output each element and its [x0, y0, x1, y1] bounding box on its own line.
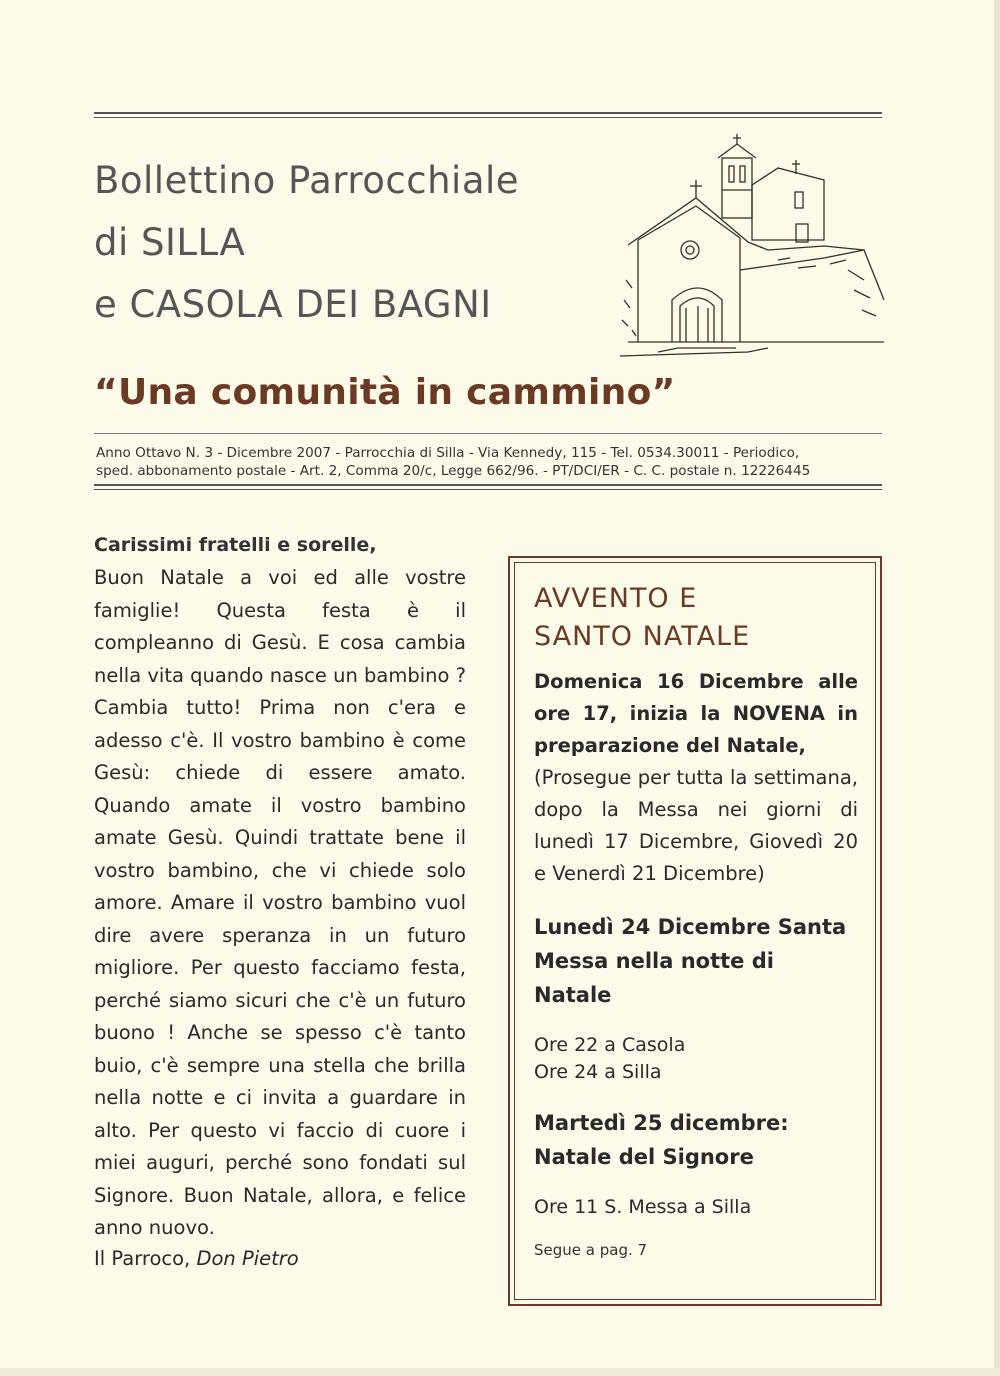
vigil-time: Ore 24 a Silla [534, 1061, 662, 1083]
masthead-line: Bollettino Parrocchiale [94, 159, 520, 202]
letter-signature [94, 1247, 466, 1270]
letter-body: Buon Natale a voi ed alle vostre famiglie! Questa festa è il compleanno di Gesù. E cosa cambia nella vita quando nasce un bambino ? Cambia tutto! Prima non c'era e adesso c'è. Il vostro bambino è come Gesù: chiede di essere amato. Quando amate il vostro bambino amate Gesù. Quindi trattate bene il vostro bambino, che vi chiede solo amore. Amare il vostro bambino vuol dire avere speranza in un futuro migliore. Per questo facciamo festa, perché siamo sicuri che c'è un futuro buono ! Anche se spesso c'è tanto buio, c'è sempre una stella che brilla nella notte e ci invita a guardare in alto. Per questo vi faccio di cuore i miei auguri, perché sono fondati sul Signore. Buon Natale, allora, e felice anno nuovo. [94, 566, 466, 1239]
publication-info [96, 444, 896, 480]
novena-details: (Prosegue per tutta la settimana, dopo la Messa nei giorni di lunedì 17 Dicembre, Giovedì 20 e Venerdì 21 Dicembre) [534, 766, 858, 885]
signature-prefix: Il Parroco, [94, 1246, 197, 1270]
scan-edge [994, 0, 1000, 1376]
novena-announcement: Domenica 16 Dicembre alle ore 17, inizia la NOVENA in preparazione del Natale, [534, 670, 858, 757]
publication-info-line: sped. abbonamento postale - Art. 2, Comma 20/c, Legge 662/96. - PT/DCI/ER - C. C. postale n. 12226445 [96, 463, 811, 479]
info-rule-top [94, 433, 882, 434]
masthead-line: di SILLA [94, 221, 246, 264]
christmas-day-heading: Martedì 25 dicembre: Natale del Signore [534, 1111, 789, 1169]
box-title-line: SANTO NATALE [534, 621, 751, 652]
motto: “Una comunità in cammino” [94, 372, 676, 413]
scan-edge [0, 1368, 1000, 1376]
letter-greeting: Carissimi fratelli e sorelle, [94, 534, 377, 556]
box-title [534, 580, 858, 656]
publication-info-line: Anno Ottavo N. 3 - Dicembre 2007 - Parrocchia di Silla - Via Kennedy, 115 - Tel. 0534.30011 - Periodico, [96, 445, 800, 461]
info-rule-bottom [94, 484, 882, 486]
vigil-mass-heading: Lunedì 24 Dicembre Santa Messa nella notte di Natale [534, 915, 847, 1007]
box-title-line: AVVENTO E [534, 583, 698, 614]
church-sketch-icon [618, 130, 888, 360]
signature-name: Don Pietro [196, 1246, 299, 1270]
vigil-time: Ore 22 a Casola [534, 1034, 686, 1056]
continued-note: Segue a pag. 7 [534, 1241, 648, 1259]
pastor-letter [94, 534, 466, 1270]
advent-schedule-box [508, 556, 882, 1306]
christmas-mass-time: Ore 11 S. Messa a Silla [534, 1196, 752, 1218]
masthead-line: e CASOLA DEI BAGNI [94, 283, 492, 326]
top-rule [94, 112, 882, 114]
masthead [94, 150, 614, 336]
